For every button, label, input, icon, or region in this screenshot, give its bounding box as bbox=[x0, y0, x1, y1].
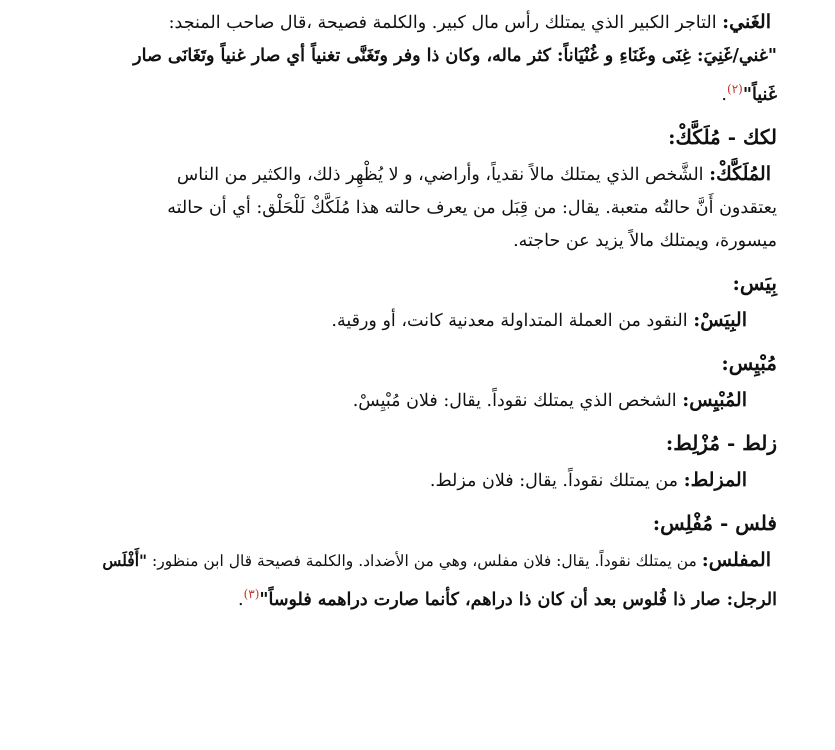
definition-mubis: الشخص الذي يمتلك نقوداً. يقال: فلان مُبْيِسْ. bbox=[352, 390, 677, 411]
section-heading-muflis: فلس - مُفْلِس: bbox=[652, 510, 777, 535]
headword-ghani: الغَني: bbox=[722, 11, 771, 33]
headword-muflis: المفلس: bbox=[701, 548, 771, 571]
section-heading-muzlat: زلط - مُزْلِط: bbox=[665, 430, 777, 455]
section-heading-mubis: مُبْيِس: bbox=[721, 350, 777, 375]
headword-bays: البِيَسْ: bbox=[693, 308, 747, 331]
entry-muflis-line1 bbox=[46, 544, 777, 578]
definition-muzlat: من يمتلك نقوداً. يقال: فلان مزلط. bbox=[429, 470, 679, 491]
entry-malak-line3: ميسورة، ويمتلك مالاً يزيد عن حاجته. bbox=[513, 230, 777, 251]
entry-muflis-line2 bbox=[46, 578, 777, 617]
period: . bbox=[721, 84, 727, 105]
definition-bays: النقود من العملة المتداولة معدنية كانت، أو ورقية. bbox=[331, 310, 688, 331]
section-heading-malak: لكك - مُلَكَّكْ: bbox=[668, 124, 777, 149]
quote-ibn-manzur-end: الرجل: صار ذا فُلوس بعد أن كان ذا دراهم، كأنما صارت دراهمه فلوساً" bbox=[259, 589, 777, 610]
definition-muflis: من يمتلك نقوداً. يقال: فلان مفلس، وهي من الأضداد. والكلمة فصيحة قال ابن منظور: bbox=[152, 551, 697, 570]
quote-munjid-end: غَنياً" bbox=[742, 84, 777, 105]
entry-mubis bbox=[46, 384, 777, 418]
entry-ghani-line1 bbox=[46, 6, 777, 40]
headword-malak: المُلَكَّكْ: bbox=[709, 162, 771, 185]
entry-ghani-line2 bbox=[46, 40, 777, 73]
headword-mubis: المُبْيِس: bbox=[682, 388, 747, 411]
entry-muzlat bbox=[46, 464, 777, 498]
section-heading-bays: بِيَس: bbox=[732, 270, 777, 295]
quote-ibn-manzur: "أَفْلَس bbox=[102, 550, 148, 570]
footnote-marker-3[interactable]: (٣) bbox=[243, 586, 260, 601]
definition-malak-1: الشَّخص الذي يمتلك مالاً نقدياً، وأراضي، و لا يُظْهِر ذلك، والكثير من الناس bbox=[176, 164, 704, 185]
entry-malak-line1 bbox=[46, 158, 777, 192]
footnote-marker-2[interactable]: (٢) bbox=[727, 82, 743, 96]
headword-muzlat: المزلط: bbox=[683, 468, 747, 491]
entry-bays bbox=[46, 304, 777, 338]
entry-ghani-line3 bbox=[46, 73, 777, 112]
period: . bbox=[237, 589, 244, 610]
definition-ghani: التاجر الكبير الذي يمتلك رأس مال كبير. والكلمة فصيحة ،قال صاحب المنجد: bbox=[168, 13, 717, 33]
quote-munjid: "غني/غَنِيَ: غِنَى وغَنَاءِ و غُنْيَاناً: كثر ماله، وكان ذا وفر وتَغَنَّى تغنياً أي صار غنياً وتَغَانَى صار bbox=[133, 46, 777, 66]
entry-malak-line2: يعتقدون أَنَّ حالتُه متعبة. يقال: من قِبَل من يعرف حالته هذا مُلَكَّكْ لَلْحَلْق: أي أن حالته bbox=[167, 197, 777, 218]
